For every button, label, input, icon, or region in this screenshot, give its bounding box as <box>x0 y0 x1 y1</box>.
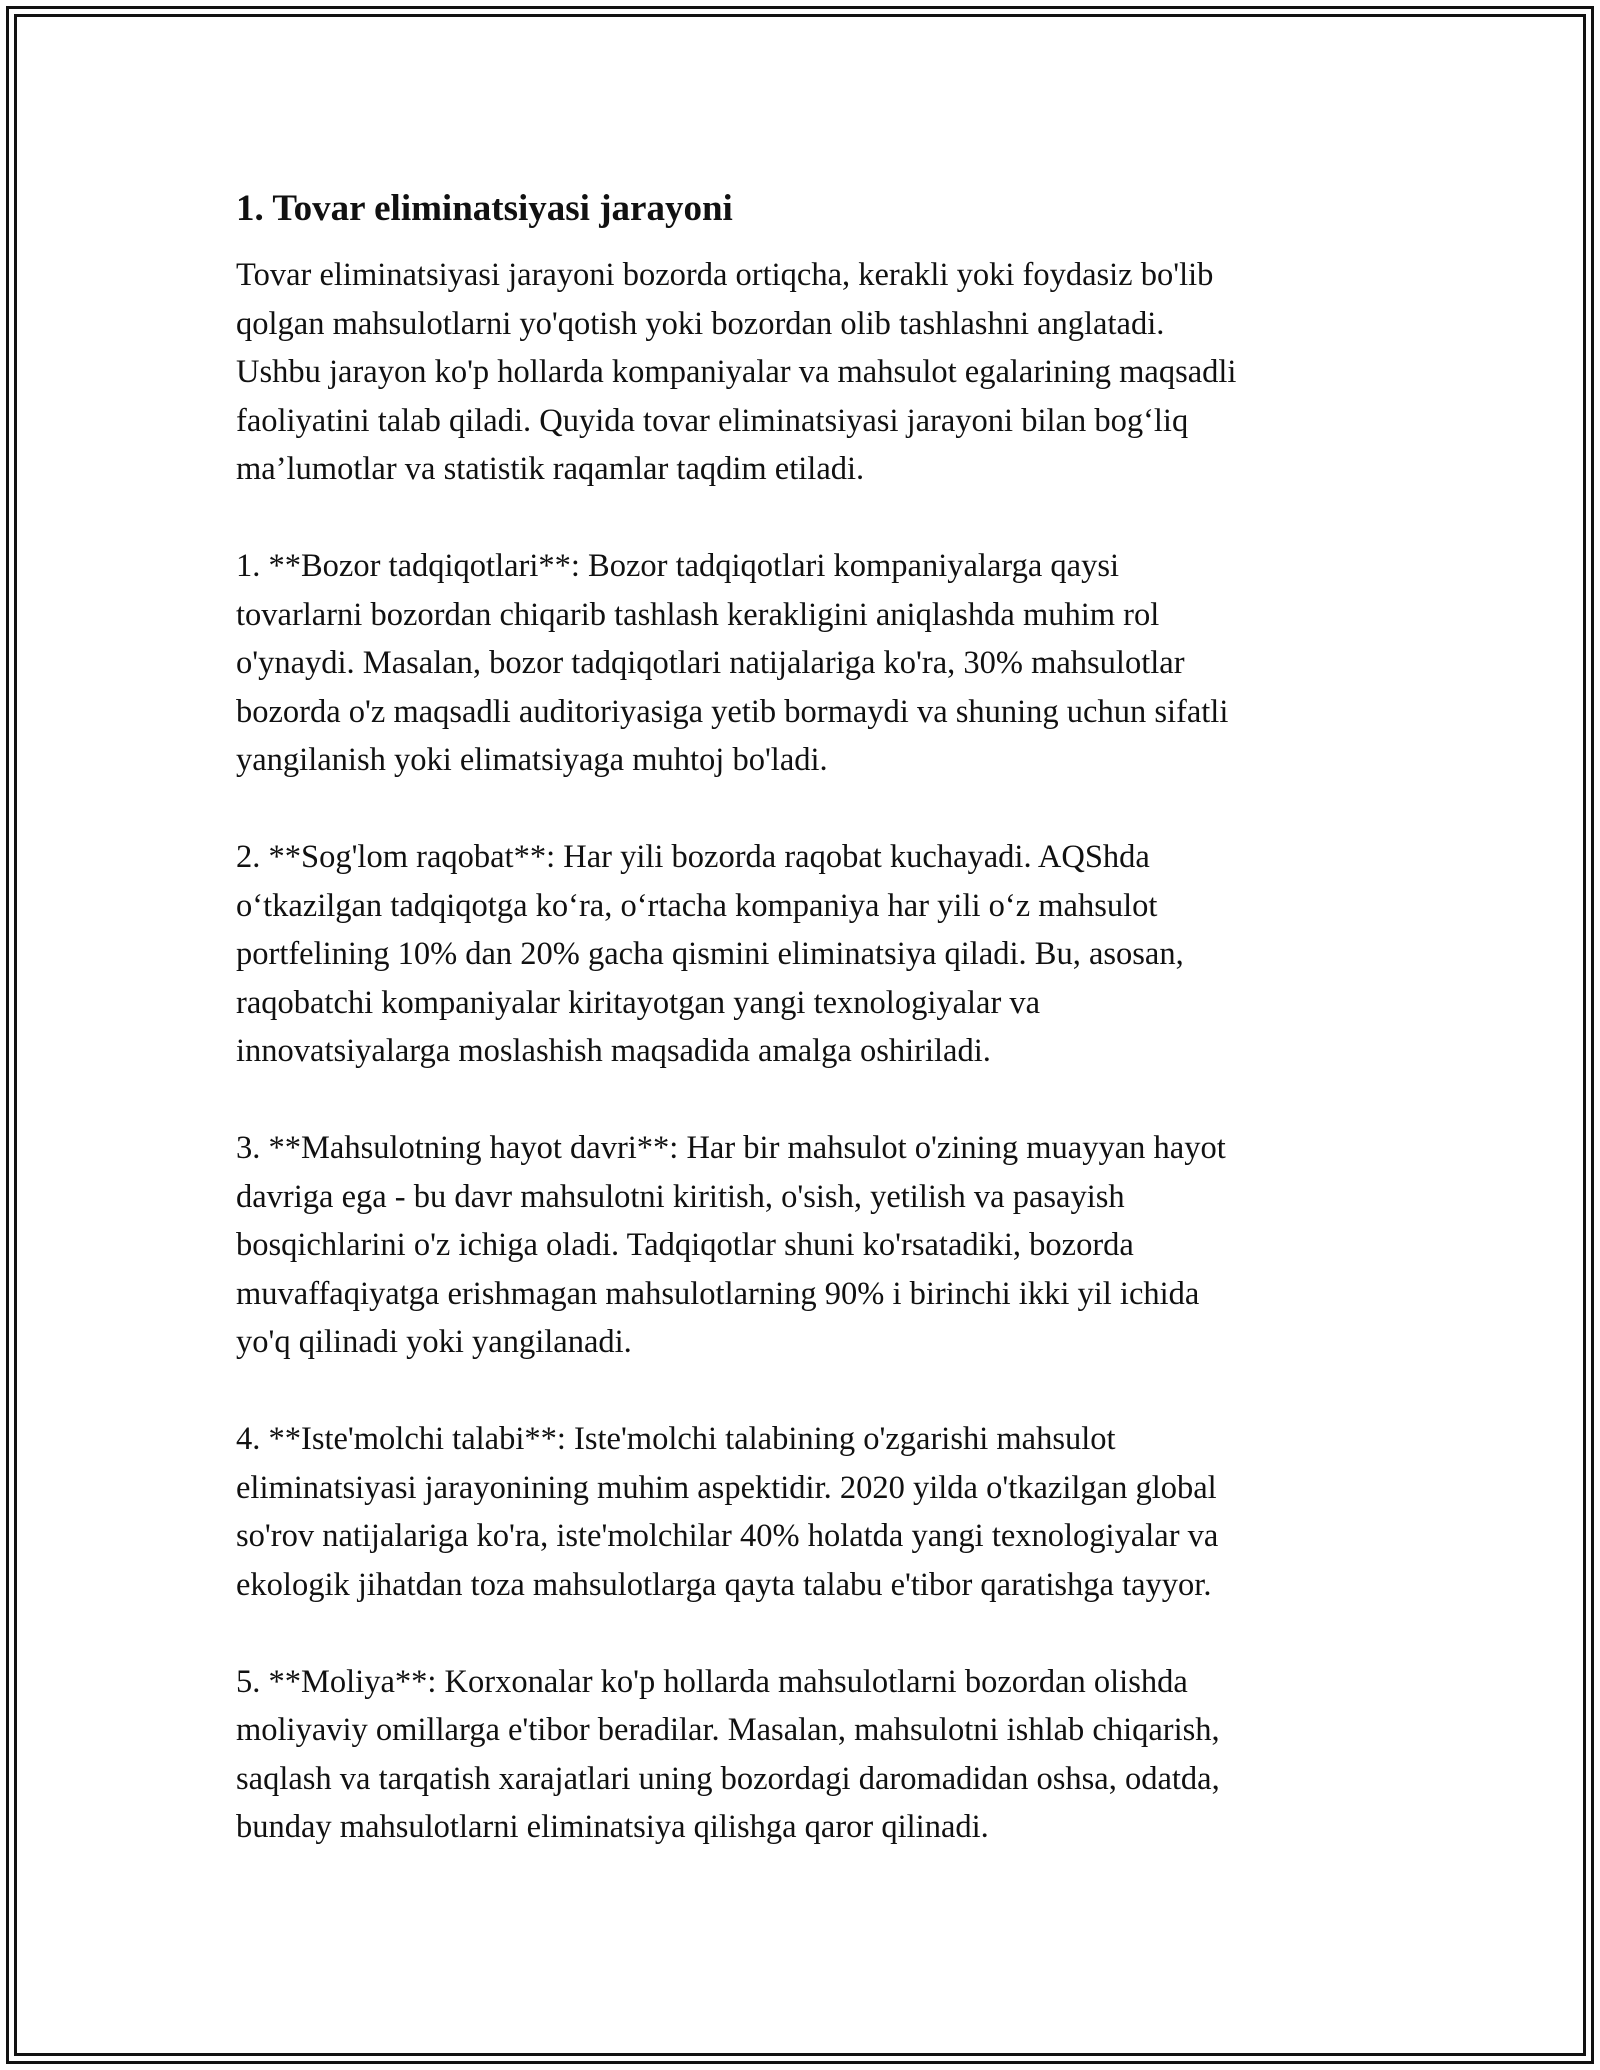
paragraph-bozor-tadqiqotlari: 1. **Bozor tadqiqotlari**: Bozor tadqiqotlari kompaniyalarga qaysi tovarlarni bozordan chiqarib tashlash kerakligini aniqlashda muhim rol o'ynaydi. Masalan, bozor tadqiqotlari natijalariga ko'ra, 30% mahsulotlar bozorda o'z maqsadli auditoriyasiga yetib bormaydi va shuning uchun sifatli yangilanish yoki elimatsiyaga muhtoj bo'ladi. <box>236 548 1229 778</box>
paragraph-intro: Tovar eliminatsiyasi jarayoni bozorda ortiqcha, kerakli yoki foydasiz bo'lib qolgan mahsulotlarni yo'qotish yoki bozordan olib tashlashni anglatadi. Ushbu jarayon ko'p hollarda kompaniyalar va mahsulot egalarining maqsadli faoliyatini talab qiladi. Quyida tovar eliminatsiyasi jarayoni bilan bog‘liq ma’lumotlar va statistik raqamlar taqdim etiladi. <box>236 257 1237 487</box>
document-title: 1. Tovar eliminatsiyasi jarayoni <box>236 188 733 229</box>
document-body <box>236 185 1366 1900</box>
paragraph-soglom-raqobat: 2. **Sog'lom raqobat**: Har yili bozorda raqobat kuchayadi. AQShda o‘tkazilgan tadqiqotga ko‘ra, o‘rtacha kompaniya har yili o‘z mahsulot portfelining 10% dan 20% gacha qismini eliminatsiya qiladi. Bu, asosan, raqobatchi kompaniyalar kiritayotgan yangi texnologiyalar va innovatsiyalarga moslashish maqsadida amalga oshiriladi. <box>236 839 1184 1069</box>
paragraph-moliya: 5. **Moliya**: Korxonalar ko'p hollarda mahsulotlarni bozordan olishda moliyaviy omillarga e'tibor beradilar. Masalan, mahsulotni ishlab chiqarish, saqlash va tarqatish xarajatlari uning bozordagi daromadidan oshsa, odatda, bunday mahsulotlarni eliminatsiya qilishga qaror qilinadi. <box>236 1663 1220 1845</box>
paragraph-istemolchi-talabi: 4. **Iste'molchi talabi**: Iste'molchi talabining o'zgarishi mahsulot eliminatsiyasi jarayonining muhim aspektidir. 2020 yilda o'tkazilgan global so'rov natijalariga ko'ra, iste'molchilar 40% holatda yangi texnologiyalar va ekologik jihatdan toza mahsulotlarga qayta talabu e'tibor qaratishga tayyor. <box>236 1421 1219 1603</box>
paragraph-mahsulot-hayot-davri: 3. **Mahsulotning hayot davri**: Har bir mahsulot o'zining muayyan hayot davriga ega - bu davr mahsulotni kiritish, o'sish, yetilish va pasayish bosqichlarini o'z ichiga oladi. Tadqiqotlar shuni ko'rsatadiki, bozorda muvaffaqiyatga erishmagan mahsulotlarning 90% i birinchi ikki yil ichida yo'q qilinadi yoki yangilanadi. <box>236 1130 1226 1360</box>
